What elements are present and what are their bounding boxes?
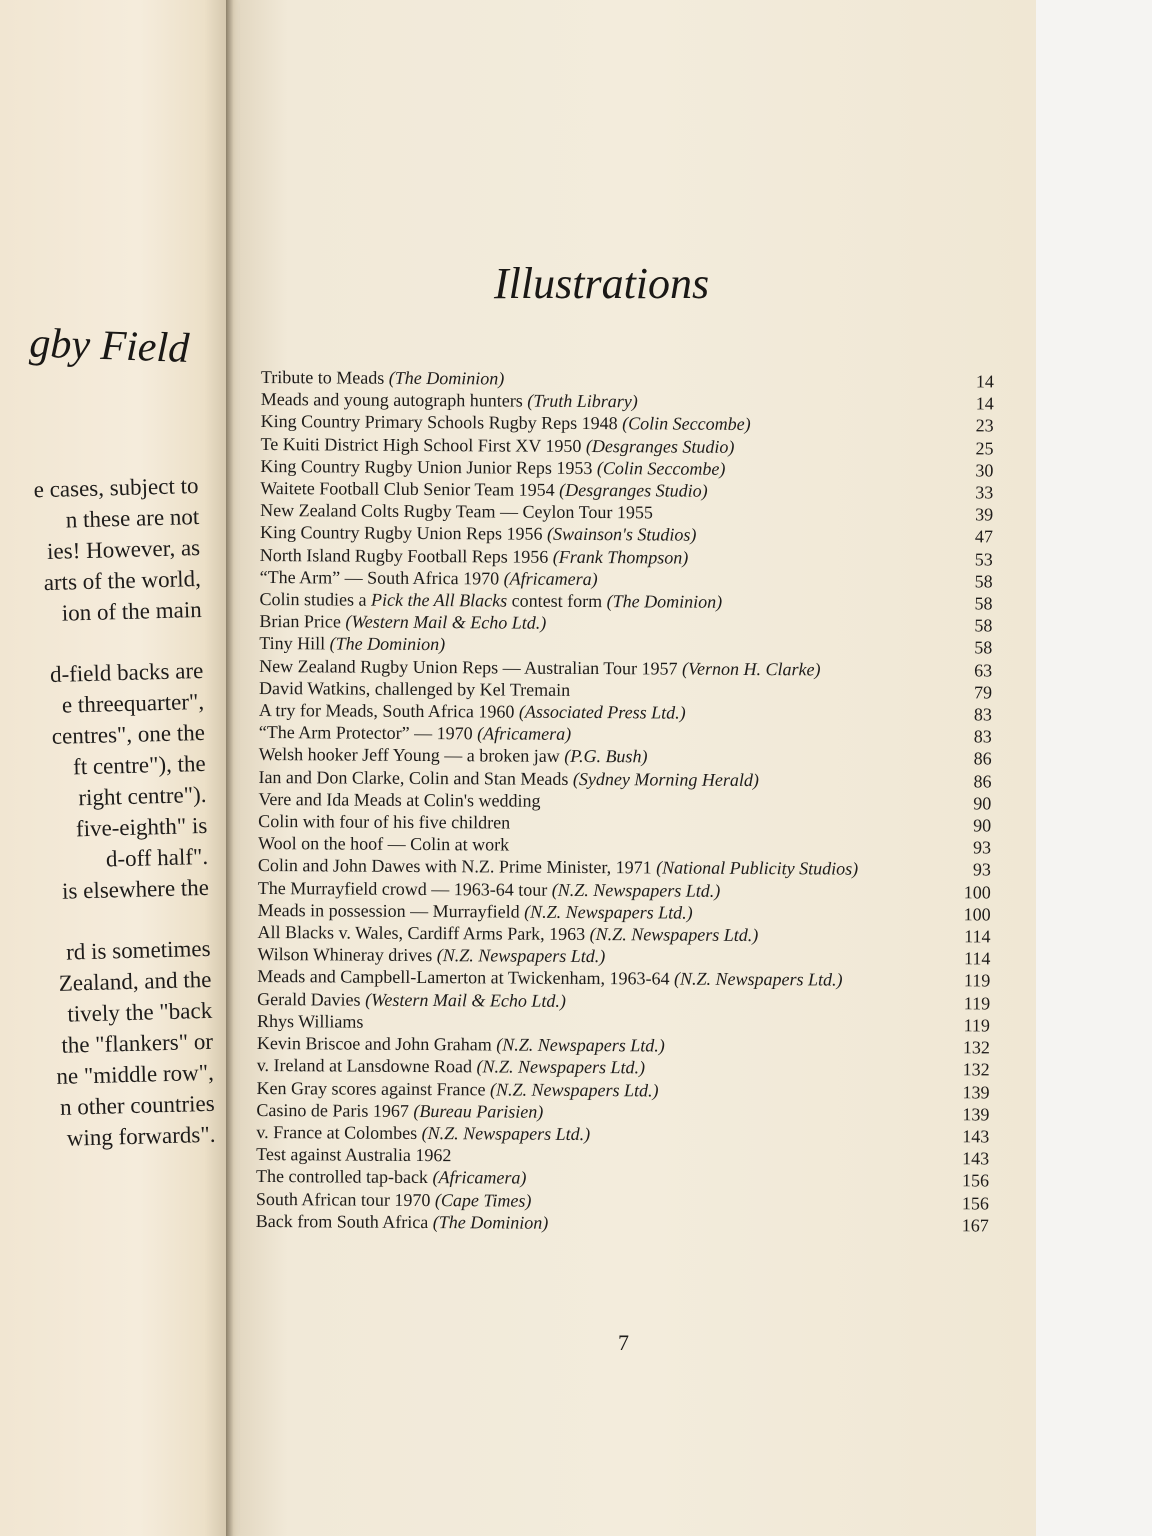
- illustration-page-number: 86: [973, 771, 992, 792]
- left-page-line: n other countries: [59, 1090, 215, 1120]
- illustration-page-number: 93: [973, 837, 992, 858]
- illustration-page-number: 119: [963, 992, 991, 1014]
- illustration-page-number: 132: [962, 1059, 990, 1080]
- left-page-line: n these are not: [65, 503, 200, 533]
- left-page-line: five-eighth" is: [75, 812, 208, 842]
- caption-text: Kevin Briscoe and John Graham: [256, 1033, 497, 1055]
- photo-credit: (N.Z. Newspapers Ltd.): [673, 969, 843, 991]
- left-page-line: right centre").: [78, 781, 207, 811]
- illustration-page-number: 132: [962, 1037, 990, 1058]
- illustration-page-number: 143: [962, 1148, 990, 1169]
- illustration-page-number: 79: [973, 682, 993, 703]
- illustration-page-number: 139: [962, 1081, 990, 1102]
- illustration-page-number: 93: [972, 859, 991, 880]
- caption-text: Colin studies a: [259, 589, 372, 610]
- illustration-page-number: 114: [964, 926, 991, 947]
- illustration-page-number: 90: [973, 793, 992, 814]
- photo-credit: (The Dominion): [329, 633, 446, 655]
- caption-text: King Country Primary Schools Rugby Reps 1948: [260, 411, 623, 434]
- illustration-page-number: 58: [974, 615, 993, 636]
- left-page-line: tively the "back: [67, 997, 213, 1027]
- caption-text: Colin with four of his five children: [258, 811, 511, 833]
- left-page-line: centres", one the: [51, 719, 206, 749]
- photo-credit: (Bureau Parisien): [413, 1100, 544, 1122]
- left-page-heading: gby Field: [28, 320, 190, 372]
- illustration-page-number: 156: [961, 1170, 990, 1191]
- caption-text: South African tour 1970: [255, 1188, 435, 1210]
- caption-text: King Country Rugby Union Reps 1956: [259, 522, 548, 545]
- photo-credit: (N.Z. Newspapers Ltd.): [436, 945, 606, 967]
- caption-text: Test against Australia 1962: [256, 1144, 452, 1166]
- photo-credit: (Western Mail & Echo Ltd.): [365, 989, 566, 1011]
- illustration-page-number: 63: [974, 660, 993, 681]
- left-page-line: the "flankers" or: [61, 1028, 214, 1058]
- caption-text: Brian Price: [259, 611, 346, 632]
- illustration-page-number: 39: [975, 504, 994, 525]
- left-page-line: Zealand, and the: [58, 966, 212, 996]
- illustration-page-number: 33: [975, 482, 994, 503]
- illustrations-list: [256, 366, 994, 1236]
- caption-text: Welsh hooker Jeff Young — a broken jaw: [258, 744, 565, 767]
- caption-text: New Zealand Colts Rugby Team — Ceylon Tour 1955: [260, 500, 653, 523]
- photo-credit: (Cape Times): [434, 1189, 532, 1211]
- illustration-page-number: 30: [975, 460, 994, 481]
- caption-text: Ken Gray scores against France: [256, 1077, 491, 1099]
- photo-credit: (Africamera): [503, 568, 598, 589]
- photo-credit: (P.G. Bush): [564, 746, 648, 767]
- illustration-caption: [256, 1210, 945, 1236]
- page-title: Illustrations: [494, 259, 710, 308]
- caption-text: David Watkins, challenged by Kel Tremain: [258, 677, 571, 700]
- illustration-page-number: 83: [973, 726, 992, 747]
- caption-text: Rhys Williams: [256, 1010, 364, 1032]
- illustration-page-number: 143: [962, 1126, 990, 1147]
- illustration-page-number: 58: [974, 637, 993, 658]
- photo-credit: (Associated Press Ltd.): [518, 701, 686, 723]
- caption-text: The controlled tap-back: [255, 1166, 433, 1188]
- caption-text: “The Arm Protector” — 1970: [258, 722, 478, 744]
- illustration-page-number: 25: [975, 437, 994, 459]
- caption-text: Waitete Football Club Senior Team 1954: [260, 478, 560, 500]
- photo-credit: (N.Z. Newspapers Ltd.): [489, 1078, 659, 1100]
- photo-credit: (N.Z. Newspapers Ltd.): [524, 901, 693, 923]
- photo-credit: (Desgranges Studio): [585, 435, 735, 457]
- left-page-line: arts of the world,: [43, 565, 202, 596]
- illustration-page-number: 114: [963, 948, 991, 969]
- photo-credit: (Colin Seccombe): [622, 413, 751, 435]
- photo-credit: (Africamera): [432, 1167, 527, 1188]
- caption-text: Back from South Africa: [255, 1210, 433, 1232]
- left-page-line: d-field backs are: [49, 657, 204, 687]
- caption-italic: Pick the All Blacks: [371, 589, 508, 611]
- photo-credit: (Western Mail & Echo Ltd.): [345, 611, 547, 633]
- photo-credit: (N.Z. Newspapers Ltd.): [421, 1122, 591, 1144]
- left-page-line: is elsewhere the: [61, 874, 210, 904]
- caption-text: Tiny Hill: [259, 633, 330, 654]
- left-page-line: rd is sometimes: [65, 935, 211, 965]
- page-number: 7: [618, 1330, 629, 1355]
- caption-text: Tribute to Meads: [260, 366, 389, 388]
- photo-credit: (Sydney Morning Herald): [572, 768, 759, 790]
- left-page-line: ft centre"), the: [72, 750, 207, 780]
- illustration-page-number: 58: [974, 593, 993, 614]
- caption-text: Gerald Davies: [257, 988, 366, 1010]
- caption-text: King Country Rugby Union Junior Reps 1953: [260, 455, 597, 478]
- illustration-page-number: 90: [973, 815, 992, 836]
- background: [1036, 0, 1152, 1536]
- caption-text: All Blacks v. Wales, Cardiff Arms Park, 1963: [257, 922, 590, 945]
- caption-text: Vere and Ida Meads at Colin's wedding: [258, 788, 541, 811]
- caption-text: Wilson Whineray drives: [257, 944, 437, 966]
- photo-credit: (The Dominion): [606, 591, 723, 612]
- caption-text: A try for Meads, South Africa 1960: [258, 700, 519, 722]
- photo-credit: (N.Z. Newspapers Ltd.): [551, 879, 721, 901]
- illustration-page-number: 14: [975, 371, 994, 392]
- photo-credit: (Frank Thompson): [552, 546, 689, 568]
- caption-text-after: contest form: [507, 590, 607, 612]
- caption-text: New Zealand Rugby Union Reps — Australian Tour 1957: [259, 655, 683, 679]
- illustration-page-number: 119: [963, 1015, 991, 1036]
- caption-text: Casino de Paris 1967: [256, 1099, 414, 1121]
- left-page-line: ies! However, as: [46, 534, 201, 564]
- illustration-page-number: 100: [963, 881, 991, 903]
- caption-text: v. France at Colombes: [256, 1121, 422, 1143]
- left-page-line: ion of the main: [61, 596, 202, 626]
- caption-text: Meads and Campbell-Lamerton at Twickenham, 1963-64: [257, 966, 675, 990]
- caption-text: The Murrayfield crowd — 1963-64 tour: [257, 877, 552, 900]
- illustration-page-number: 83: [973, 704, 992, 725]
- illustration-page-number: 23: [975, 415, 994, 436]
- illustration-page-number: 156: [961, 1192, 989, 1213]
- caption-text: Te Kuiti District High School First XV 1950: [260, 433, 586, 456]
- left-page: [0, 0, 232, 1536]
- photo-credit: (Swainson's Studios): [546, 524, 697, 546]
- illustration-page-number: 47: [974, 526, 994, 547]
- caption-text: Meads in possession — Murrayfield: [257, 899, 525, 922]
- photo-credit: (The Dominion): [388, 367, 505, 389]
- photo-credit: (N.Z. Newspapers Ltd.): [476, 1056, 646, 1078]
- illustration-page-number: 100: [963, 904, 991, 925]
- photo-credit: (N.Z. Newspapers Ltd.): [496, 1034, 665, 1056]
- illustration-page-number: 139: [962, 1104, 990, 1125]
- caption-text: Wool on the hoof — Colin at work: [258, 833, 510, 855]
- left-page-line: d-off half".: [105, 843, 209, 872]
- illustration-page-number: 58: [974, 571, 993, 592]
- left-page-text: [0, 470, 216, 1157]
- left-page-line: wing forwards".: [66, 1121, 216, 1151]
- illustration-page-number: 167: [961, 1215, 989, 1236]
- caption-text: Colin and John Dawes with N.Z. Prime Minister, 1971: [257, 855, 657, 878]
- left-page-line: e cases, subject to: [33, 472, 199, 503]
- photo-credit: (Truth Library): [527, 390, 638, 412]
- left-page-line: ne "middle row",: [56, 1059, 215, 1089]
- photo-credit: (National Publicity Studios): [656, 857, 859, 880]
- caption-text: Ian and Don Clarke, Colin and Stan Meads: [258, 766, 573, 789]
- illustration-page-number: 14: [975, 393, 994, 414]
- list-item: [256, 1210, 989, 1237]
- caption-text: “The Arm” — South Africa 1970: [259, 566, 504, 589]
- caption-text: v. Ireland at Lansdowne Road: [256, 1055, 477, 1077]
- illustration-page-number: 119: [963, 970, 991, 991]
- illustration-page-number: 53: [974, 548, 993, 570]
- photo-credit: (Vernon H. Clarke): [681, 658, 821, 680]
- caption-text: North Island Rugby Football Reps 1956: [259, 544, 553, 567]
- illustration-page-number: 86: [973, 748, 992, 769]
- photo-credit: (Colin Seccombe): [596, 457, 726, 479]
- photo-credit: (N.Z. Newspapers Ltd.): [589, 924, 759, 946]
- photo-credit: (Desgranges Studio): [559, 479, 708, 501]
- photo-credit: (Africamera): [477, 723, 572, 745]
- photo-credit: (The Dominion): [432, 1211, 549, 1233]
- caption-text: Meads and young autograph hunters: [260, 389, 528, 411]
- left-page-line: e threequarter",: [61, 688, 205, 718]
